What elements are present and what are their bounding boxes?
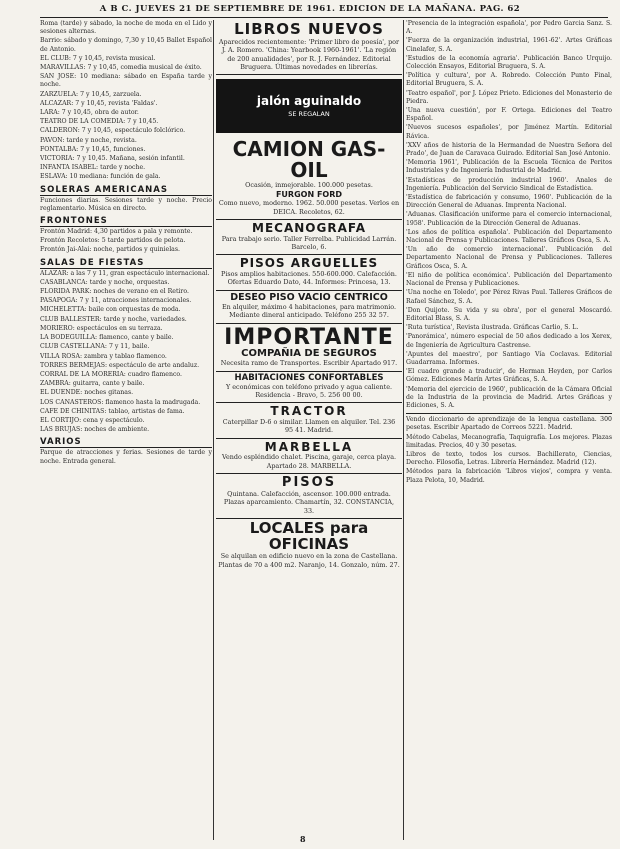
listing-paragraph: ALCAZAR: 7 y 10,45, revista 'Faldas'. [40, 99, 158, 107]
book-entry: 'Los años de política española'. Publicación del Departamento Nacional de Prensa y Publicaciones. Talleres Gráficos Osca, S. A. [406, 228, 612, 245]
ad-headline: MARBELLA [264, 439, 354, 454]
section-line: CORRAL DE LA MORERIA: cuadro flamenco. [40, 370, 182, 378]
ad-habitaciones [216, 372, 402, 404]
classified-entry: Métodos para la fabricación 'Libros viejos', compra y venta. Plaza Pelota, 10, Madrid. [406, 468, 612, 484]
ad-headline: MECANOGRAFA [252, 220, 366, 235]
section-line: EL DUENDE: noches gitanas. [40, 389, 134, 397]
ad-locales [216, 519, 402, 572]
section-line: FLORIDA PARK: noches de verano en el Retiro. [40, 288, 189, 296]
books-column [406, 20, 612, 840]
ad-body: Como nuevo, moderno. 1962. 50.000 pesetas. Verlos en DEICA. Recoletos, 62. [218, 199, 400, 216]
ad-body: En alquiler, máximo 4 habitaciones, para matrimonio. Mediante dineral anticipado. Teléfono 255 32 57. [221, 302, 397, 320]
ad-tractor [216, 403, 402, 438]
classifieds-block [406, 413, 612, 485]
ad-subhead: COMPAÑIA DE SEGUROS [241, 347, 377, 359]
book-entry: 'Política y cultura', por A. Robredo. Colección Punto Final, Editorial Bruguera, S. A. [406, 72, 612, 88]
classified-entry: Método Cabelas, Mecanografía, Taquigrafía. Los mejores. Plazas limitadas. Precios, 40 y 30 pesetas. [406, 433, 612, 449]
ad-headline: PISOS ARGUELLES [239, 256, 379, 271]
section-line: VILLA ROSA: zambra y tablao flamenco. [40, 352, 167, 360]
page-header: A B C. JUEVES 21 DE SEPTIEMBRE DE 1961. EDICION DE LA MAÑANA. PAG. 62 [99, 4, 521, 14]
section-heading-salas: SALAS DE FIESTAS [40, 258, 212, 269]
listing-paragraph: VICTORIA: 7 y 10,45. Mañana, sesión infantil. [40, 155, 185, 163]
book-entry: 'El niño de política económica'. Publicación del Departamento Nacional de Prensa y Publicaciones. [406, 271, 612, 288]
section-heading-varios: VARIOS [40, 437, 212, 448]
ad-pisos-arguelles [216, 255, 402, 290]
header-rule [40, 17, 608, 18]
book-entry: 'Apuntes del maestro', por Santiago Vía Coclavas. Editorial Guadarrama. Informes. [406, 350, 612, 366]
book-entry: 'Aduanas. Clasificación uniforme para el comercio internacional, 1958'. Publicación de la Dirección General de Aduanas. [406, 211, 612, 227]
ad-body: Vendo espléndido chalet. Piscina, garaje, cerca playa. Apartado 28. MARBELLA. [221, 453, 397, 470]
column-divider-left [213, 20, 214, 840]
book-entry: 'Estadística de fabricación y consumo, 1960'. Publicación de la Dirección General de Aduanas. Imprenta Nacional. [406, 194, 612, 210]
ad-headline: TRACTOR [270, 404, 348, 419]
column-divider-right [403, 20, 404, 840]
ad-headline: LIBROS NUEVOS [234, 20, 384, 38]
book-entry: 'Memoria del ejercicio de 1960', publicación de la Cámara Oficial de la Industria de la provincia de Madrid. Artes Gráficas y Ediciones, S. A. [406, 385, 612, 409]
ad-headline: IMPORTANTE [224, 324, 394, 350]
section-line: ZAMBRA: guitarra, cante y baile. [40, 380, 145, 388]
ad-headline: CAMION GAS-OIL [232, 137, 386, 183]
book-entry: 'Ruta turística', Revista ilustrada. Gráficas Carlio, S. L. [406, 324, 579, 332]
ad-body: Aparecidos recientemente: 'Primer libro de poesía', por J. A. Romero. 'China: Yearbook 1960-1961'. 'La región de 200 anualidades', por R. J. Fernández. Editorial Bruguera. Últimas novedades en librerías. [218, 37, 400, 71]
section-line: CAFE DE CHINITAS: tablao, artistas de fama. [40, 407, 185, 415]
section-line: Parque de atracciones y ferias. Sesiones de tarde y noche. Entrada general. [40, 449, 212, 465]
book-entry: 'Estadísticas de producción industrial 1960'. Anales de Ingeniería. Publicación del Servicio Sindical de Estadística. [406, 176, 612, 192]
listing-paragraph: CALDERON: 7 y 10,45, espectáculo folclórico. [40, 127, 186, 135]
listing-paragraph: EL CLUB: 7 y 10,45, revista musical. [40, 54, 156, 62]
listing-paragraph: MARAVILLAS: 7 y 10,45, comedia musical de éxito. [40, 64, 202, 72]
listing-paragraph: ESLAVA: 10 mediana: función de gala. [40, 173, 161, 181]
book-entry: 'Fuerza de la organización industrial, 1961-62'. Artes Gráficas Cinelafer, S. A. [406, 37, 612, 53]
banner-subline: SE REGALAN [288, 110, 330, 119]
section-heading-soleras: SOLERAS AMERICANAS [40, 185, 212, 196]
book-entry: 'Estudios de la economía agraria'. Publicación Banco Urquijo. Colección Ensayos, Editorial Bruguera, S. A. [406, 54, 612, 71]
classified-entry: Vendo diccionario de aprendizaje de la lengua castellana. 300 pesetas. Escribir Apartado de Correos 5221. Madrid. [406, 416, 612, 432]
ad-body: Se alquilan en edificio nuevo en la zona de Castellana. Plantas de 70 a 400 m2. Naranjo, 14. Gonzalo, núm. 27. [218, 552, 400, 569]
section-line: CLUB CASTELLANA: 7 y 11, baile. [40, 343, 150, 351]
section-line: LOS CANASTEROS: flamenco hasta la madrugada. [40, 398, 201, 406]
book-entry: 'Memoria 1961', Publicación de la Escuela Técnica de Peritos Industriales y de Ingeniería Industrial de Madrid. [406, 159, 612, 175]
ad-body: Y económicas con teléfono privado y agua caliente. Residencia - Bravo, 5. 256 00 00. [225, 382, 393, 399]
ad-camion [216, 137, 402, 220]
ad-importante [216, 324, 402, 372]
book-entry: 'Don Quijote. Su vida y su obra', por el general Moscardó. Editorial Blass, S. A. [406, 306, 612, 322]
page-number: 8 [300, 834, 306, 844]
ad-headline: PISOS [281, 475, 337, 491]
book-entry: 'El cuadro grande a traducir', de Herman Heyden, por Carlos Gómez. Ediciones Marín Artes Gráficas, S. A. [406, 368, 612, 384]
book-entry: 'Teatro español', por J. López Prieto. Ediciones del Monasterio de Piedra. [406, 89, 612, 105]
ad-body: Para trabajo serio. Taller Ferrelba. Publicidad Larrán. Barcelo, 6. [221, 234, 397, 251]
section-line: Frontón Recoletos: 5 tarde partidos de pelota. [40, 237, 186, 245]
section-line: MICHELETTA: baile con orquestas de moda. [40, 306, 181, 314]
section-line: LA BODEGUILLA: flamenco, cante y baile. [40, 334, 174, 342]
book-entry: 'XXV años de historia de la Hermandad de Nuestra Señora del Prado', de Juan de Caravaca Guirado. Editorial San José Antonio. [406, 141, 612, 158]
book-entry: 'Una nueva cuestión', por F. Ortega. Ediciones del Teatro Español. [406, 107, 612, 123]
section-line: PASAPOGA: 7 y 11, atracciones internacionales. [40, 297, 192, 305]
ad-headline: HABITACIONES CONFORTABLES [234, 372, 384, 383]
listing-paragraph: INFANTA ISABEL: tarde y noche. [40, 164, 146, 172]
book-entry: 'Nuevos sucesos españoles', por Jiménez Martín. Editorial Rávica. [406, 124, 612, 140]
listing-paragraph: TEATRO DE LA COMEDIA: 7 y 10,45. [40, 118, 159, 126]
section-line: Frontón Madrid: 4,30 partidos a pala y remonte. [40, 228, 193, 236]
section-heading-frontones: FRONTONES [40, 216, 212, 227]
ad-marbella [216, 439, 402, 474]
ad-pisos [216, 474, 402, 519]
banner-headline: jalón aguinaldo [256, 94, 362, 109]
ad-body: Necesita ramo de Transportes. Escribir Apartado 917. [220, 359, 398, 368]
listing-paragraph: PAVON: tarde y noche, revista. [40, 136, 137, 144]
book-entry: 'Panorámica', número especial de 50 años dedicado a los Xerex, de Ingeniería de Agricultura Castrense. [406, 333, 612, 349]
ad-body: Quintana. Calefacción, ascensor. 100.000 entrada. Plazas aparcamiento. Chamartín, 32. CONSTANCIA, 33. [223, 489, 395, 515]
ad-body: Pisos amplios habitaciones. 550-600.000. Calefacción. Ofertas Eduardo Dato, 44. Informes: Princesa, 13. [221, 269, 397, 287]
book-entry: 'Una noche en Toledo', por Pérez Rivas Paul. Talleres Gráficos de Rafael Sánchez, S. A. [406, 289, 612, 305]
ad-banner-aguinaldo [216, 79, 402, 133]
classified-entry: Libros de texto, todos los cursos. Bachillerato, Ciencias, Derecho. Filosofía, Letras. Librería Hernández. Madrid (12). [406, 450, 612, 467]
listing-paragraph: ZARZUELA: 7 y 10,45, zarzuela. [40, 90, 142, 98]
ad-deseo-piso [216, 291, 402, 324]
ad-libros-nuevos [216, 20, 402, 75]
listing-paragraph: FONTALBA: 7 y 10,45, funciones. [40, 145, 146, 153]
section-line: Funciones diarias. Sesiones tarde y noche. Precio reglamentario. Música en directo. [40, 196, 212, 212]
ads-column [216, 20, 402, 840]
book-entry: 'Presencia de la integración española', por Pedro Garcia Sanz. S. A. [406, 20, 612, 36]
section-line: LAS BRUJAS: noches de ambiente. [40, 426, 150, 434]
ad-headline: FURGON FORD [275, 189, 343, 199]
section-line: MORIERO: espectáculos en su terraza. [40, 324, 163, 332]
ad-headline: LOCALES para OFICINAS [249, 518, 369, 553]
listing-paragraph: Barrio: sábado y domingo, 7,30 y 10,45 Ballet Español de Antonio. [40, 37, 212, 53]
ad-body: Ocasión, inmejorable. 100.000 pesetas. [245, 181, 373, 190]
book-entry: 'Un año de comercio internacional'. Publicación del Departamento Nacional de Prensa y Publicaciones. Talleres Gráficos Osca, S. A. [406, 246, 612, 270]
listing-paragraph: LARA: 7 y 10,45, obra de autor. [40, 109, 139, 117]
ad-body: Caterpillar D-6 o similar. Llamen en alquiler. Tel. 236 95 41. Madrid. [222, 417, 396, 435]
section-line: EL CORTIJO: cena y espectáculo. [40, 416, 145, 424]
section-line: CLUB BALLESTER: tarde y noche, variedades. [40, 315, 187, 323]
listings-column [40, 20, 212, 840]
theatre-listings [40, 20, 212, 182]
ad-headline: DESEO PISO VACIO CENTRICO [230, 291, 388, 303]
ad-mecanografa [216, 220, 402, 255]
section-line: CASABLANCA: tarde y noche, orquestas. [40, 278, 170, 286]
section-line: ALAZAR: a las 7 y 11, gran espectáculo internacional. [40, 269, 210, 277]
section-line: TORRES BERMEJAS: espectáculo de arte andaluz. [40, 361, 200, 369]
listing-paragraph: Roma (tarde) y sábado, la noche de moda en el Lido y sesiones alternas. [40, 20, 212, 36]
section-line: Frontón Jai-Alai: noche, partidos y quinielas. [40, 246, 181, 254]
listing-paragraph: SAN JOSE: 10 mediana: sábado en España tarde y noche. [40, 73, 212, 89]
